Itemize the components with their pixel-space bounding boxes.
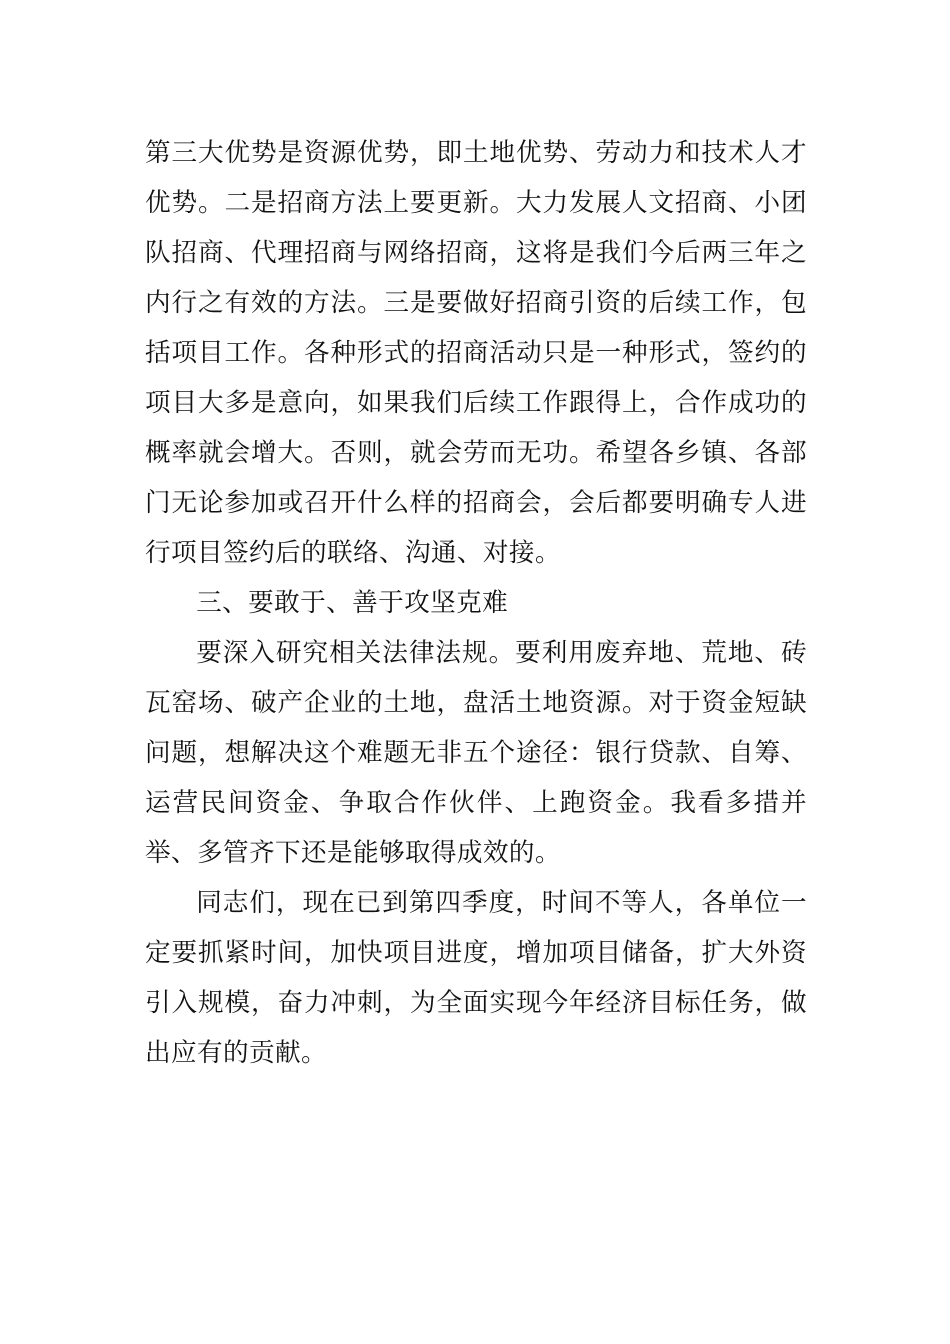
paragraph: 要深入研究相关法律法规。要利用废弃地、荒地、砖瓦窑场、破产企业的土地，盘活土地资源。对于资金短缺问题，想解决这个难题无非五个途径：银行贷款、自筹、运营民间资金、争取合作伙伴、上跑资金。我看多措并举、多管齐下还是能够取得成效的。	[145, 638, 807, 868]
document-body	[145, 128, 807, 1078]
paragraph-closing: 同志们，现在已到第四季度，时间不等人，各单位一定要抓紧时间，加快项目进度，增加项目储备，扩大外资引入规模，奋力冲刺，为全面实现今年经济目标任务，做出应有的贡献。	[145, 888, 807, 1068]
paragraph-continuation: 第三大优势是资源优势，即土地优势、劳动力和技术人才优势。二是招商方法上要更新。大力发展人文招商、小团队招商、代理招商与网络招商，这将是我们今后两三年之内行之有效的方法。三是要做好招商引资的后续工作，包括项目工作。各种形式的招商活动只是一种形式，签约的项目大多是意向，如果我们后续工作跟得上，合作成功的概率就会增大。否则，就会劳而无功。希望各乡镇、各部门无论参加或召开什么样的招商会，会后都要明确专人进行项目签约后的联络、沟通、对接。	[145, 138, 807, 568]
section-heading: 三、要敢于、善于攻坚克难	[196, 588, 509, 618]
